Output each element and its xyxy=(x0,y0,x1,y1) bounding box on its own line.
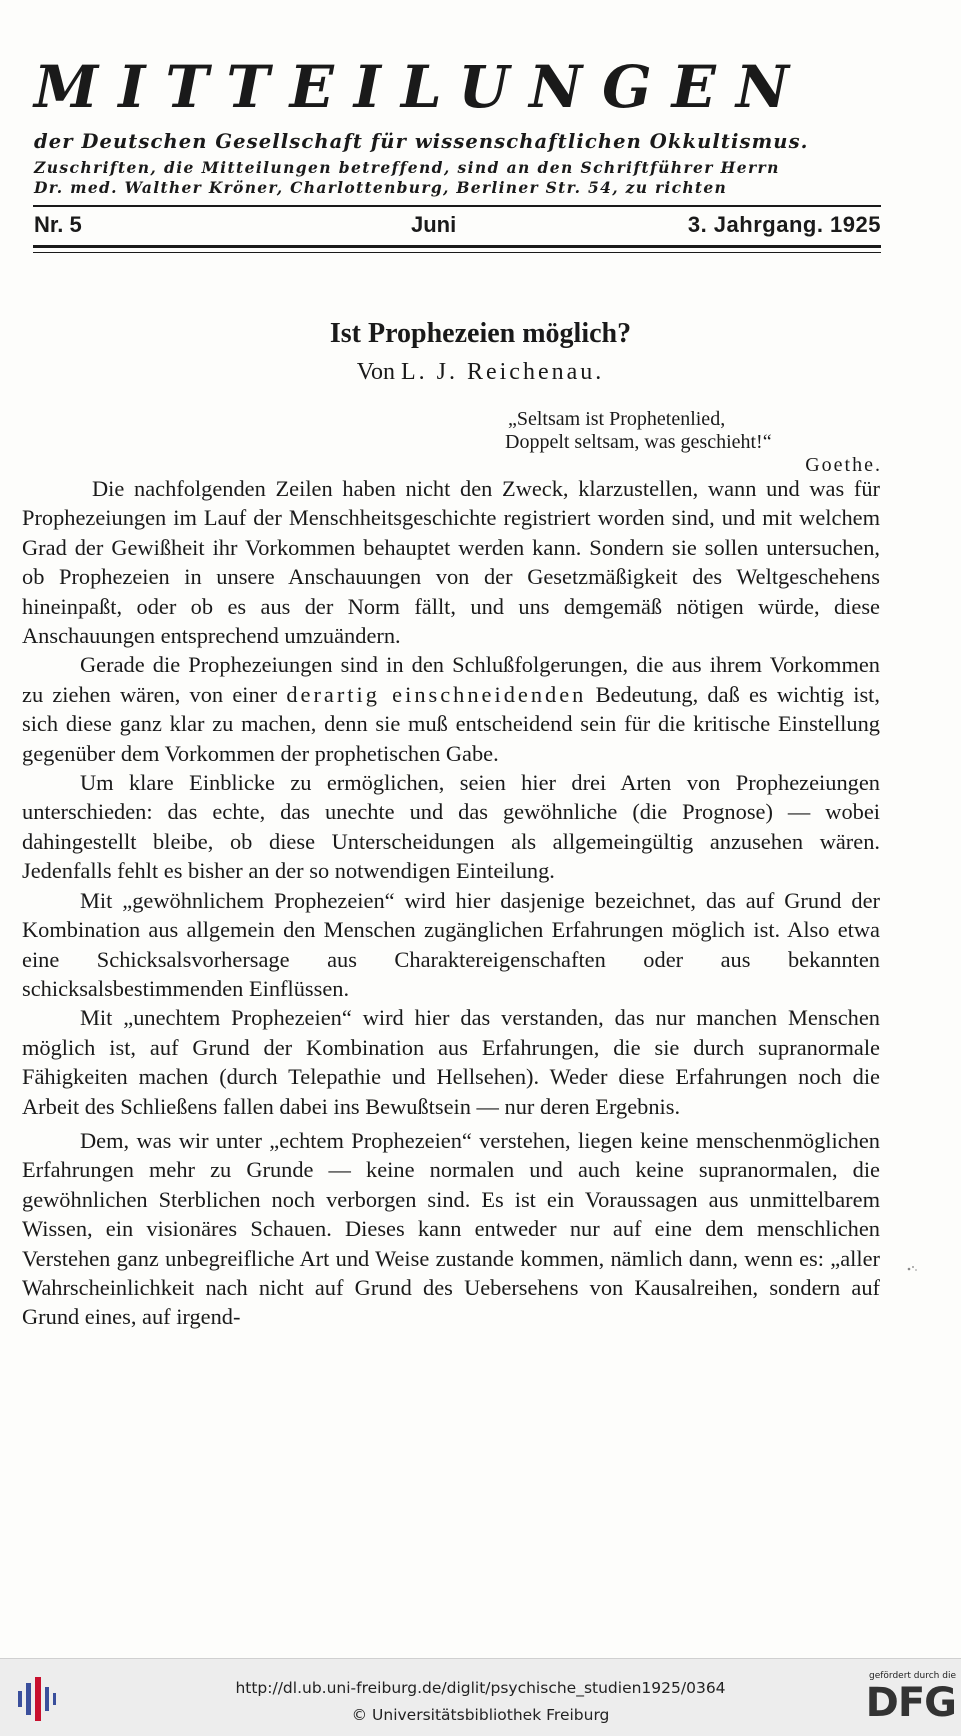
paragraph-2 xyxy=(22,650,880,768)
viewer-footer xyxy=(0,1658,961,1736)
address-line-1: Zuschriften, die Mitteilungen betreffend, sind an den Schriftführer Herrn xyxy=(34,158,780,177)
article-author xyxy=(0,360,961,384)
epigraph-source: Goethe. xyxy=(805,454,882,476)
paragraph-2-start: Gerade die Prophezeiungen sind in den Schlußfolgerungen, die aus ihrem Vorkommen zu ziehen wären, von einer xyxy=(22,652,880,707)
issue-month: Juni xyxy=(411,212,457,237)
address-line-2: Dr. med. Walther Kröner, Charlottenburg, Berliner Str. 54, zu richten xyxy=(34,178,728,197)
header-rule-thick xyxy=(33,245,881,248)
masthead-title: MITTEILUNGEN xyxy=(34,53,809,121)
paragraph-2-end: Bedeutung, daß es wichtig ist, sich diese ganz klar zu machen, denn sie muß entscheidend sein für die kritische Einstellung gegenüber dem Vorkommen der prophetischen Gabe. xyxy=(22,681,880,766)
funding-note: gefördert durch die xyxy=(869,1671,956,1681)
paragraph-4: Mit „gewöhnlichem Prophezeien“ wird hier dasjenige bezeichnet, das auf Grund der Kombination aus allgemein den Menschen zugänglichen Erfahrungen möglich ist. Also etwa eine Schicksalsvorhersage aus Charaktereigenschaften oder aus bekannten schicksalsbestimmenden Einflüssen. xyxy=(22,887,880,1001)
paragraph-5: Mit „unechtem Prophezeien“ wird hier das verstanden, das nur manchen Menschen möglich ist, auf Grund der Kombination aus Erfahrungen, die sie durch supranormale Fähigkeiten machen (durch Telepathie und Hellsehen). Weder diese Erfahrungen noch die Arbeit des Schließens fallen dabei ins Bewußtsein — nur deren Ergebnis. xyxy=(22,1005,880,1119)
paragraph-1: Die nachfolgenden Zeilen haben nicht den Zweck, klarzustellen, wann und was für Prophezeiungen im Lauf der Menschheitsgeschichte registriert worden sind, und mit welchem Grad der Gewißheit ihr Vorkommen behauptet werden kann. Sondern sie sollen untersuchen, ob Prophezeien in unsere Anschauungen von der Gesetzmäßigkeit des Weltgeschehens hineinpaßt, oder ob es aus der Norm fällt, und uns demgemäß nötigen würde, diese Anschauungen entsprechend umzuändern. xyxy=(22,476,880,649)
permalink-url[interactable]: http://dl.ub.uni-freiburg.de/diglit/psychische_studien1925/0364 xyxy=(235,1679,726,1697)
paragraph-2-emphasis: derartig einschneidenden xyxy=(286,681,587,707)
dfg-logo: DFG xyxy=(865,1680,956,1726)
issue-year: 3. Jahrgang. 1925 xyxy=(687,212,881,237)
paragraph-6: Dem, was wir unter „echtem Prophezeien“ verstehen, liegen keine menschenmöglichen Erfahrungen mehr zu Grunde — keine normalen und auch keine supranormalen, die gewöhnlichen Sterblichen noch verborgen sind. Es ist ein Voraussagen aus unmittelbarem Wissen, ein visionäres Schauen. Dieses kann entweder nur auf eine dem menschlichen Verstehen ganz unbegreifliche Art und Weise zustande kommen, nämlich dann, wenn es: „aller Wahrscheinlichkeit nach nicht auf Grund des Uebersehens von Kausalreihen, sondern auf Grund eines, auf irgend- xyxy=(22,1127,880,1330)
article-body xyxy=(22,474,880,1332)
author-prefix: Von xyxy=(356,359,395,385)
header-rule-thin xyxy=(33,252,881,253)
header-rule-top xyxy=(33,205,881,207)
epigraph xyxy=(505,408,888,477)
paragraph-3: Um klare Einblicke zu ermöglichen, seien hier drei Arten von Prophezeiungen unterschieden: das echte, das unechte und das gewöhnliche (die Prognose) — wobei dahingestellt bleibe, ob diese Unterscheidungen als allgemeingültig anzusehen wären. Jedenfalls fehlt es bisher an der so notwendigen Einteilung. xyxy=(22,770,880,884)
article-title: Ist Prophezeien möglich? xyxy=(329,318,632,349)
scan-speck xyxy=(905,1262,919,1276)
epigraph-line-1: „Seltsam ist Prophetenlied, xyxy=(508,408,726,430)
society-subtitle: der Deutschen Gesellschaft für wissenschaftlichen Okkultismus. xyxy=(34,130,809,153)
copyright-notice: © Universitätsbibliothek Freiburg xyxy=(351,1706,610,1724)
author-name: L. J. Reichenau. xyxy=(400,359,605,385)
issue-number: Nr. 5 xyxy=(34,212,82,237)
epigraph-line-2: Doppelt seltsam, was geschieht!“ xyxy=(505,431,772,453)
